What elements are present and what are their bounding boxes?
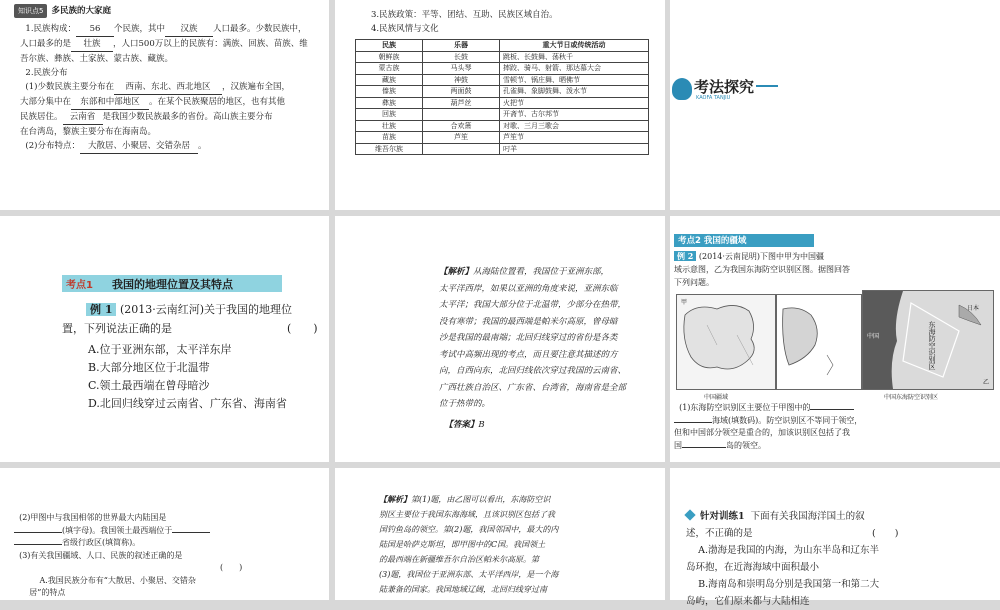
china-map <box>676 294 776 390</box>
slide-ethnic-culture <box>335 0 665 210</box>
table-cell <box>423 109 500 121</box>
slide-kaofa <box>670 0 1000 210</box>
analysis-tag: 【解析】 <box>439 267 474 277</box>
table-row <box>356 51 649 63</box>
table-cell: 苗族 <box>356 132 423 144</box>
table-row <box>356 109 649 121</box>
example-label: 例 1 <box>86 303 116 316</box>
table-cell: 开斋节、古尔邦节 <box>500 109 649 121</box>
table-cell: 葫芦丝 <box>423 97 500 109</box>
china-label: 中国 <box>867 333 880 340</box>
ethnic-text: 1.民族构成： 56 个民族，其中 汉族 人口最多。少数民族中， 人口最多的是 壮族 ，人口500万以上的民族有：满族、回族、苗族、维 吾尔族、彝族、土家族、蒙古族、藏族。 2.民族分布 (1)少数民族主要分布在 西南、东北、西北地区 ，汉族遍布全国， 大部分集中在 东部和中部地区 。在某个民族聚居的地区，也有其他 民族居住。 云南省 是我国少数民族最多的省份。高山族主要分布 在台湾岛，黎族主要分布在海南岛。 (2)分布特点： 大散居、小聚居、交错杂居 。 <box>20 22 324 154</box>
kaofa-sub: KAOFA TANJIU <box>696 95 731 101</box>
diamond-icon <box>684 509 695 520</box>
table-cell: 摔跤、骑马、射箭、那达慕大会 <box>500 63 649 75</box>
train-option-b: B.海南岛和崇明岛分别是我国第一和第二大 <box>698 579 880 590</box>
question-line2: 置，下列说法正确的是 <box>62 322 172 335</box>
slide-analysis2 <box>335 468 665 600</box>
table-cell: 孔雀舞、象脚鼓舞、泼水节 <box>500 86 649 98</box>
culture-line: 4.民族风情与文化 <box>371 24 439 34</box>
culture-table <box>355 39 649 155</box>
table-cell: 长鼓 <box>423 51 500 63</box>
table-row <box>356 143 649 155</box>
topic-label: 考点1 <box>66 280 93 291</box>
table-cell: 芦笙节 <box>500 132 649 144</box>
table-cell: 跳板、长鼓舞、荡秋千 <box>500 51 649 63</box>
table-cell: 壮族 <box>356 120 423 132</box>
question1: 例 1 (2013·云南红河)关于我国的地理位 <box>86 300 326 320</box>
table-cell: 合欢箫 <box>423 120 500 132</box>
table-cell: 回族 <box>356 109 423 121</box>
table-header: 重大节日或传统活动 <box>500 40 649 52</box>
table-cell: 傣族 <box>356 86 423 98</box>
table-cell: 火把节 <box>500 97 649 109</box>
china-map-2-shape <box>777 295 861 389</box>
options-list <box>88 341 287 413</box>
table-cell: 神鼓 <box>423 74 500 86</box>
mascot-icon <box>672 78 692 100</box>
table-row <box>356 120 649 132</box>
chevron-deco <box>756 85 778 87</box>
topic-title: 我国的地理位置及其特点 <box>112 278 233 291</box>
table-cell: 彝族 <box>356 97 423 109</box>
table-row <box>356 132 649 144</box>
option-d: D.北回归线穿过云南省、广东省、海南省 <box>88 397 287 410</box>
table-cell: 朝鲜族 <box>356 51 423 63</box>
table-cell: 蒙古族 <box>356 63 423 75</box>
table-cell: 马头琴 <box>423 63 500 75</box>
table-row <box>356 86 649 98</box>
analysis-text: 【解析】从海陆位置看，我国位于亚洲东部， 太平洋西岸，如果以亚洲的角度来说，亚洲东临 太平洋；我国大部分位于北温带，少部分在热带， 没有寒带；我国的最西端是帕米尔高原，曾母暗 沙是我国的最南端；北回归线穿过的省份是各类 考试中高频出现的考点，而且要注意其描述的方 向，自西向东，北回归线依次穿过我国的云南省、 广西壮族自治区、广东省、台湾省，海南省是全部 位于热带的。 【答案】B <box>439 267 627 430</box>
question2-cont: (2)甲图中与我国相邻的世界最大内陆国是 (填字母)。我国领土最西端位于 省级行政区(填简称)。 (3)有关我国疆域、人口、民族的叙述正确的是 ( ) A.我国民族分布有“大散居、小聚居、交错杂 居”的特点 <box>14 512 324 600</box>
section-title: 多民族的大家庭 <box>51 6 111 16</box>
option-c: C.领土最西端在曾母暗沙 <box>88 379 210 392</box>
map2-caption: 中国东海防空识别区 <box>884 394 939 401</box>
table-cell: 叼羊 <box>500 143 649 155</box>
slide-ethnic-groups <box>0 0 329 210</box>
answer-paren: ( ) <box>287 322 318 335</box>
slide-example1 <box>0 216 329 462</box>
slide-question-cont <box>0 468 329 600</box>
table-row <box>356 63 649 75</box>
table-cell: 对歌、三月三歌会 <box>500 120 649 132</box>
map1-caption: 中国疆域 <box>704 394 729 401</box>
china-map-shape <box>677 295 775 389</box>
slide-example2 <box>670 216 1000 462</box>
question2: 例 2 (2014·云南昆明)下图中甲为中国疆 域示意图，乙为我国东海防空识别区图。据图回答 下列问题。 <box>674 251 850 287</box>
map-label-yi: 乙 <box>983 379 990 386</box>
table-cell: 藏族 <box>356 74 423 86</box>
table-row <box>356 74 649 86</box>
table-row <box>356 97 649 109</box>
answer-value: B <box>478 419 485 430</box>
slide-analysis1 <box>335 216 665 462</box>
japan-label: 日本 <box>967 305 980 312</box>
option-b: B.大部分地区位于北温带 <box>88 361 210 374</box>
table-cell: 雪顿节、锅庄舞、晒佛节 <box>500 74 649 86</box>
topic-bar <box>62 275 282 292</box>
option-a: A.位于亚洲东部，太平洋东岸 <box>88 343 232 356</box>
topic2-bar: 考点2 我国的疆域 <box>674 234 814 247</box>
analysis2-text: 【解析】第(1)题，由乙图可以看出，东海防空识 别区主要位于我国东海海域，且该识别区包括了我 国钓鱼岛的领空。第(2)题，我国邻国中，最大的内 陆国是哈萨克斯坦，即甲图中的C国。我国领土 的最西端在新疆维吾尔自治区帕米尔高原。第 (3)题，我国位于亚洲东部、太平洋西岸，是一个海 陆兼备的国家。我国地域辽阔，北回归线穿过南 <box>379 494 559 594</box>
training-head: 针对训练1 <box>700 511 745 522</box>
table-cell <box>423 143 500 155</box>
training-question: 针对训练1 下面有关我国海洋国土的叙 述，不正确的是 ( ) A.渤海是我国的内海，为山东半岛和辽东半 岛环抱，在近海海域中面积最小 B.海南岛和崇明岛分别是我国第一和第二大 岛屿，它们原来都与大陆相连 <box>686 511 899 607</box>
china-map-2 <box>776 294 862 390</box>
answer-tag: 【答案】 <box>444 419 479 430</box>
table-header: 民族 <box>356 40 423 52</box>
kaofa-title: 考法探究 <box>694 78 755 96</box>
knowledge-tag: 知识点5 <box>14 4 47 18</box>
policy-line: 3.民族政策：平等、团结、互助、民族区域自治。 <box>371 10 558 20</box>
question2-parts: (1)东海防空识别区主要位于甲图中的 海域(填数码)。防空识别区不等同于领空， 但和中国部分领空是重合的，加该识别区包括了我 国 岛的领空。 <box>674 403 863 450</box>
table-cell: 维吾尔族 <box>356 143 423 155</box>
table-cell: 芦笙 <box>423 132 500 144</box>
table-header: 乐器 <box>423 40 500 52</box>
table-cell: 两面鼓 <box>423 86 500 98</box>
slide-training1 <box>670 468 1000 607</box>
adiz-map <box>862 290 994 390</box>
train-option-a: A.渤海是我国的内海，为山东半岛和辽东半 <box>698 545 879 556</box>
section-header <box>14 4 324 18</box>
map-label-jia: 甲 <box>681 299 688 306</box>
adiz-label: 东海防空识别区 <box>928 321 936 370</box>
